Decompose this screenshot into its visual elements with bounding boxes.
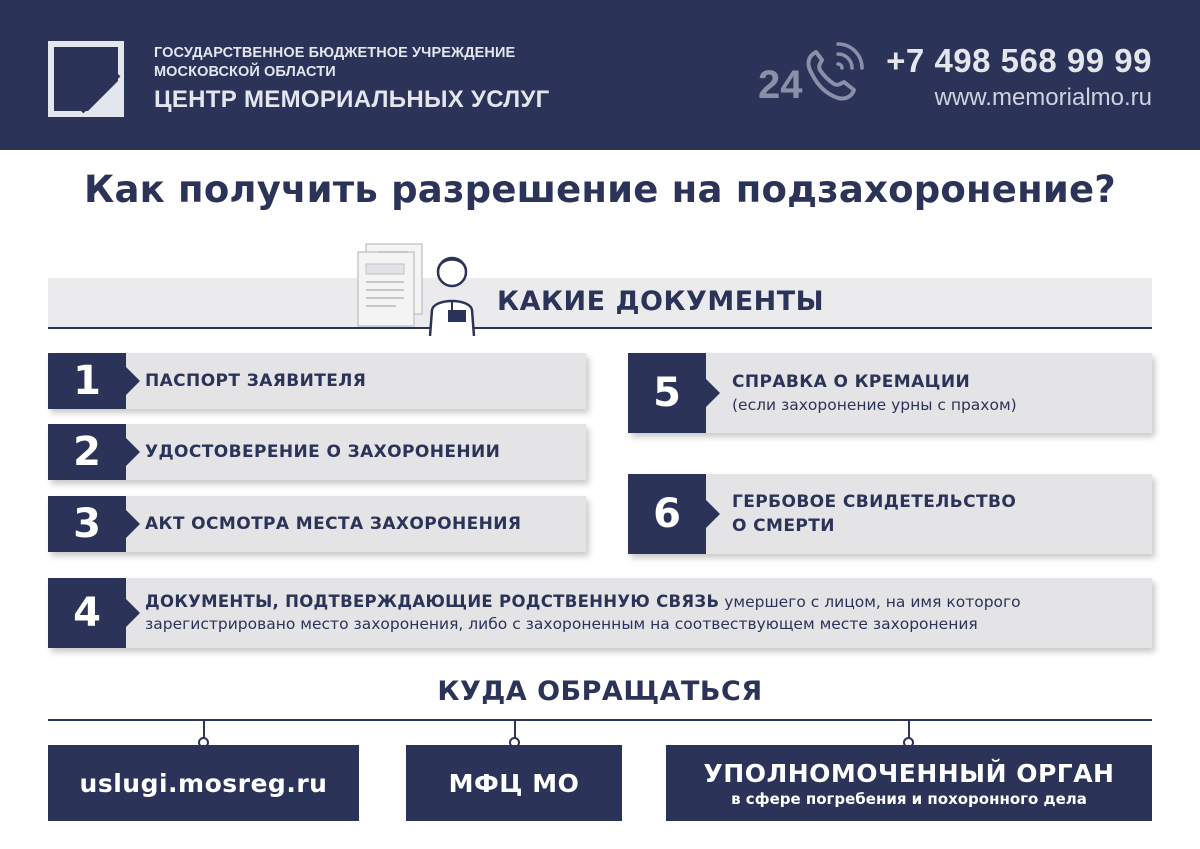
where-heading: КУДА ОБРАЩАТЬСЯ — [437, 676, 763, 707]
square-logo-icon — [48, 41, 124, 117]
where-option-gosuslugi[interactable] — [48, 745, 359, 821]
document-number: 2 — [48, 424, 126, 480]
document-card-3 — [48, 496, 586, 552]
document-card-5 — [628, 353, 1152, 433]
org-line-2: МОСКОВСКОЙ ОБЛАСТИ — [154, 64, 336, 80]
document-text-block — [145, 578, 1132, 648]
document-description: умершего с лицом, на имя которого зарегистрировано место захоронения, либо с захороненным на соотвествующем месте захоронения — [145, 593, 1021, 633]
where-divider — [48, 719, 1152, 721]
document-text-block — [732, 474, 1138, 554]
where-option-sublabel: в сфере погребения и похоронного дела — [731, 789, 1087, 808]
org-title: ЦЕНТР МЕМОРИАЛЬНЫХ УСЛУГ — [154, 86, 550, 113]
documents-heading: КАКИЕ ДОКУМЕНТЫ — [497, 286, 825, 317]
where-option-label: uslugi.mosreg.ru — [79, 768, 328, 798]
document-number: 5 — [628, 353, 706, 433]
documents-person-icon — [352, 240, 482, 336]
hours-badge: 24 — [758, 63, 803, 107]
document-label: СПРАВКА О КРЕМАЦИИ — [732, 372, 971, 392]
document-card-2 — [48, 424, 586, 480]
contact-info — [880, 42, 1152, 114]
website-link[interactable]: www.memorialmo.ru — [934, 84, 1152, 111]
where-option-label: МФЦ МО — [448, 768, 580, 798]
document-note: (если захоронение урны с прахом) — [732, 396, 1017, 414]
document-label-line-1: ГЕРБОВОЕ СВИДЕТЕЛЬСТВО — [732, 492, 1017, 512]
document-label: АКТ ОСМОТРА МЕСТА ЗАХОРОНЕНИЯ — [145, 514, 522, 534]
organization-name — [154, 44, 550, 115]
document-number: 1 — [48, 353, 126, 409]
page-title: Как получить разрешение на подзахоронение? — [84, 168, 1116, 211]
org-line-1: ГОСУДАРСТВЕННОЕ БЮДЖЕТНОЕ УЧРЕЖДЕНИЕ — [154, 45, 516, 61]
where-option-mfc[interactable] — [406, 745, 622, 821]
where-option-label: УПОЛНОМОЧЕННЫЙ ОРГАН — [703, 758, 1115, 788]
document-label: ПАСПОРТ ЗАЯВИТЕЛЯ — [145, 371, 367, 391]
where-option-authority[interactable] — [666, 745, 1152, 821]
phone-number[interactable]: +7 498 568 99 99 — [886, 42, 1152, 79]
document-text-block — [732, 353, 1138, 433]
document-number: 4 — [48, 578, 126, 648]
phone-24-icon — [756, 40, 874, 112]
document-label-line-2: О СМЕРТИ — [732, 516, 835, 536]
header-banner — [0, 0, 1200, 150]
document-number: 3 — [48, 496, 126, 552]
document-number: 6 — [628, 474, 706, 554]
document-label: ДОКУМЕНТЫ, ПОДТВЕРЖДАЮЩИЕ РОДСТВЕННУЮ СВЯЗЬ — [145, 592, 720, 611]
document-label: УДОСТОВЕРЕНИЕ О ЗАХОРОНЕНИИ — [145, 442, 501, 462]
document-card-1 — [48, 353, 586, 409]
document-card-6 — [628, 474, 1152, 554]
document-card-4 — [48, 578, 1152, 648]
